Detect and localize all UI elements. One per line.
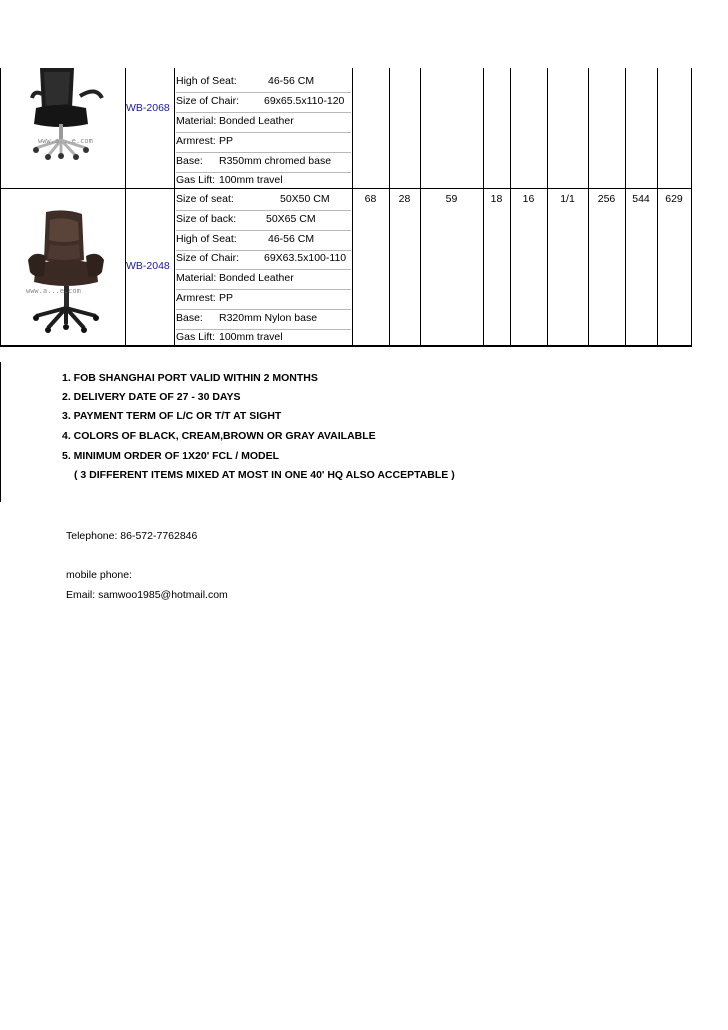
- spec-label: Material:: [176, 272, 217, 284]
- watermark-text: www.a...e.com: [26, 287, 81, 295]
- spec-label: Material:: [176, 115, 217, 127]
- spec-label: Size of Chair:: [176, 252, 240, 264]
- spec-value: 46-56 CM: [268, 75, 315, 87]
- figure-cell: 68: [364, 193, 377, 205]
- term-payment: 3. PAYMENT TERM OF L/C OR T/T AT SIGHT: [62, 410, 282, 422]
- spec-value: 100mm travel: [219, 174, 283, 186]
- office-chair-image-black: [28, 68, 108, 160]
- spec-value: Bonded Leather: [219, 272, 294, 284]
- spec-label: Base:: [176, 155, 203, 167]
- spec-value: 50X65 CM: [266, 213, 316, 225]
- spec-value: 50X50 CM: [280, 193, 330, 205]
- spec-label: Gas Lift:: [176, 331, 216, 343]
- spec-value: R320mm Nylon base: [219, 312, 318, 324]
- figure-cell: 28: [398, 193, 411, 205]
- term-fob: 1. FOB SHANGHAI PORT VALID WITHIN 2 MONTHS: [62, 372, 318, 384]
- figure-cell: 59: [445, 193, 458, 205]
- office-chair-image-brown: [24, 210, 108, 334]
- spec-label: High of Seat:: [176, 233, 237, 245]
- telephone-text: Telephone: 86-572-7762846: [66, 530, 198, 542]
- figure-cell: 16: [522, 193, 535, 205]
- spec-value: 100mm travel: [219, 331, 283, 343]
- spec-value: 69X63.5x100-110: [264, 252, 347, 264]
- spec-value: PP: [219, 292, 234, 304]
- term-delivery: 2. DELIVERY DATE OF 27 - 30 DAYS: [62, 391, 241, 403]
- spec-label: Size of Chair:: [176, 95, 240, 107]
- spec-label: Base:: [176, 312, 203, 324]
- watermark-text: www.a...e.com: [38, 137, 93, 145]
- spec-value: 69x65.5x110-120: [264, 95, 345, 107]
- mobile-phone-text: mobile phone:: [66, 569, 132, 581]
- spec-value: 46-56 CM: [268, 233, 315, 245]
- figure-cell: 544: [632, 193, 650, 205]
- spec-value: Bonded Leather: [219, 115, 294, 127]
- spec-label: High of Seat:: [176, 75, 237, 87]
- spec-label: Armrest:: [176, 135, 216, 147]
- figure-cell: 18: [490, 193, 503, 205]
- figure-cell: 629: [665, 193, 683, 205]
- model-number: WB-2048: [126, 260, 170, 272]
- model-number: WB-2068: [126, 102, 170, 114]
- term-minimum-order: 5. MINIMUM ORDER OF 1X20' FCL / MODEL: [62, 450, 279, 462]
- spec-value: R350mm chromed base: [219, 155, 332, 167]
- spec-label: Size of back:: [176, 213, 237, 225]
- email-text[interactable]: Email: samwoo1985@hotmail.com: [66, 589, 228, 601]
- spec-label: Armrest:: [176, 292, 216, 304]
- spec-label: Gas Lift:: [176, 174, 216, 186]
- spec-value: PP: [219, 135, 234, 147]
- figure-cell: 1/1: [560, 193, 575, 205]
- spec-label: Size of seat:: [176, 193, 234, 205]
- term-colors: 4. COLORS OF BLACK, CREAM,BROWN OR GRAY AVAILABLE: [62, 430, 376, 442]
- term-mixed-items: ( 3 DIFFERENT ITEMS MIXED AT MOST IN ONE 40' HQ ALSO ACCEPTABLE ): [74, 469, 455, 481]
- figure-cell: 256: [597, 193, 616, 205]
